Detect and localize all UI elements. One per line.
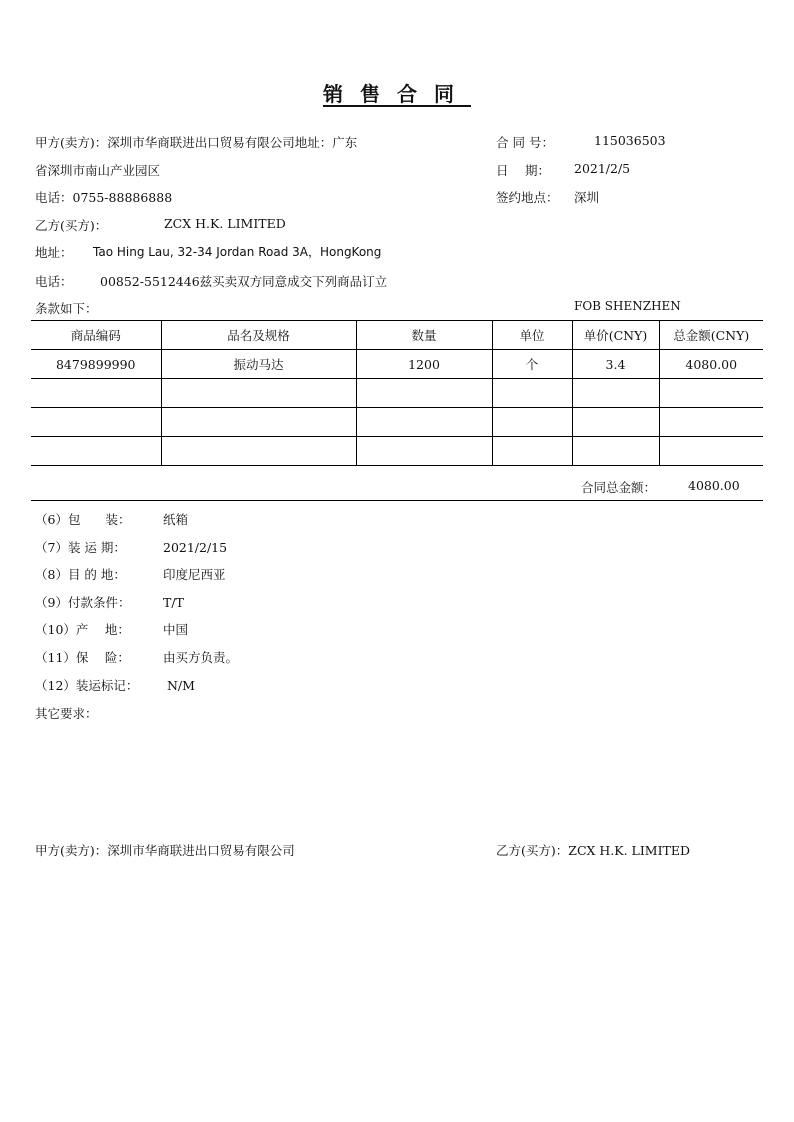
cell-price: 3.4 [572, 350, 659, 379]
contract-no-value: 115036503 [594, 133, 666, 148]
cell-amount [659, 379, 763, 408]
clause-shipment [35, 538, 227, 556]
cell-unit [492, 379, 572, 408]
terms-label: 条款如下： [35, 301, 98, 316]
seller-line-2: 省深圳市南山产业园区 [35, 163, 161, 178]
buyer-phone-label: 电话： [35, 274, 73, 289]
col-header-qty: 数量 [356, 321, 492, 350]
clause-label: （9）付款条件： [35, 595, 131, 610]
clause-label: （7）装 运 期： [35, 540, 126, 555]
clause-payment [35, 593, 184, 611]
col-header-price: 单价(CNY) [572, 321, 659, 350]
clause-value: 由买方负责。 [163, 650, 239, 665]
col-header-unit: 单位 [492, 321, 572, 350]
table-header-row [31, 321, 763, 350]
total-divider [31, 500, 763, 501]
buyer-address-value: Tao Hing Lau, 32-34 Jordan Road 3A，HongKong [93, 245, 382, 259]
buyer-name: ZCX H.K. LIMITED [164, 216, 286, 231]
clause-label: （10）产 地： [35, 622, 130, 637]
col-header-amount: 总金额(CNY) [659, 321, 763, 350]
cell-price [572, 379, 659, 408]
table-row [31, 379, 763, 408]
items-table [31, 320, 763, 466]
cell-code [31, 437, 161, 466]
buyer-signature: 乙方(买方)：ZCX H.K. LIMITED [496, 843, 690, 858]
cell-name [161, 437, 356, 466]
cell-code [31, 379, 161, 408]
buyer-address-label: 地址： [35, 245, 73, 260]
cell-name [161, 379, 356, 408]
cell-unit [492, 408, 572, 437]
clause-label: （12）装运标记： [35, 678, 139, 693]
cell-amount [659, 408, 763, 437]
clause-marks [35, 676, 195, 694]
cell-amount: 4080.00 [659, 350, 763, 379]
trade-term: FOB SHENZHEN [574, 299, 681, 313]
table-row [31, 437, 763, 466]
page-title: 销售合同 [323, 82, 471, 106]
clause-value: 印度尼西亚 [163, 567, 226, 582]
table-row [31, 350, 763, 379]
total-label: 合同总金额： [581, 480, 657, 495]
seller-line-1: 甲方(卖方)：深圳市华商联进出口贸易有限公司地址：广东 [35, 135, 358, 150]
buyer-label: 乙方(买方)： [35, 218, 108, 233]
cell-price [572, 408, 659, 437]
cell-qty: 1200 [356, 350, 492, 379]
clause-value: T/T [163, 595, 184, 610]
clause-value: N/M [163, 678, 195, 693]
clause-value: 2021/2/15 [163, 540, 228, 555]
cell-qty [356, 437, 492, 466]
cell-qty [356, 408, 492, 437]
clause-packing [35, 510, 188, 528]
clause-insurance [35, 648, 238, 666]
col-header-name: 品名及规格 [161, 321, 356, 350]
col-header-code: 商品编码 [31, 321, 161, 350]
clause-value: 中国 [163, 622, 189, 637]
seller-signature: 甲方(卖方)：深圳市华商联进出口贸易有限公司 [35, 843, 295, 858]
buyer-phone-value: 00852-5512446兹买卖双方同意成交下列商品订立 [100, 274, 388, 289]
cell-price [572, 437, 659, 466]
cell-unit: 个 [492, 350, 572, 379]
clause-label: （8）目 的 地： [35, 567, 126, 582]
clause-destination [35, 565, 226, 583]
cell-unit [492, 437, 572, 466]
table-row [31, 408, 763, 437]
clause-label: （6）包 装： [35, 512, 131, 527]
clause-label: （11）保 险： [35, 650, 130, 665]
cell-code: 8479899990 [31, 350, 161, 379]
cell-amount [659, 437, 763, 466]
clause-origin [35, 620, 188, 638]
signing-place-value: 深圳 [574, 190, 600, 205]
contract-date-label: 日 期： [496, 163, 550, 178]
cell-qty [356, 379, 492, 408]
signing-place-label: 签约地点： [496, 190, 559, 205]
other-requirements-label: 其它要求： [35, 706, 98, 721]
contract-date-value: 2021/2/5 [574, 161, 631, 176]
contract-no-label: 合 同 号： [496, 135, 554, 150]
clause-value: 纸箱 [163, 512, 189, 527]
total-value: 4080.00 [688, 478, 740, 493]
seller-phone: 电话：0755-88886888 [35, 190, 173, 205]
cell-name [161, 408, 356, 437]
cell-name: 振动马达 [161, 350, 356, 379]
cell-code [31, 408, 161, 437]
